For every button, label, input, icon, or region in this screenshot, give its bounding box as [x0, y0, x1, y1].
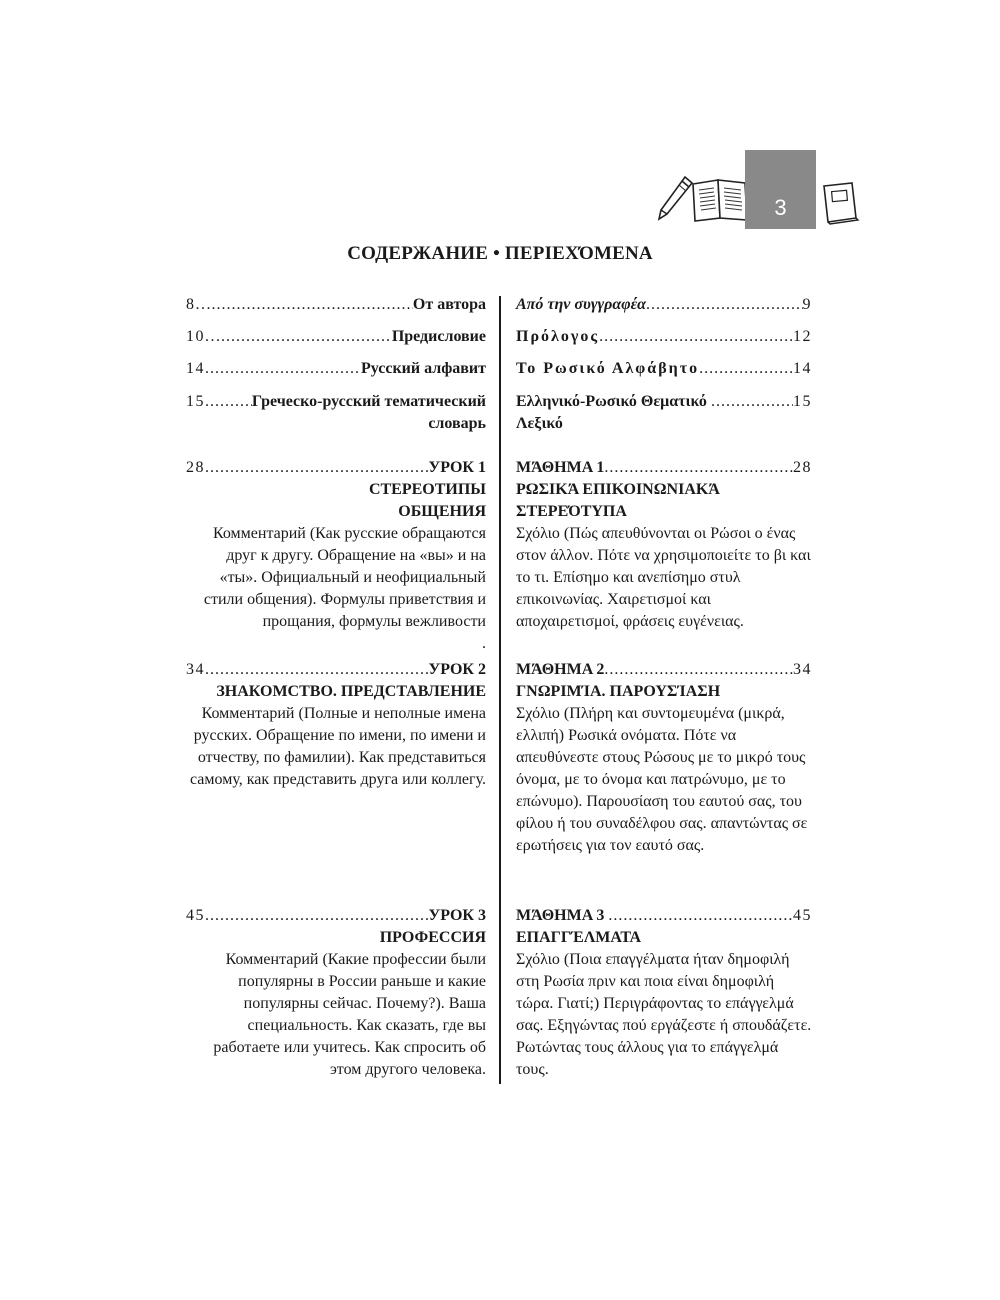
- lesson-label: ΜΆΘΗΜΑ 2: [516, 661, 605, 678]
- toc-entry[interactable]: [186, 358, 486, 380]
- toc-entry-lesson-1[interactable]: [186, 457, 486, 655]
- toc-page-number: 10..: [186, 328, 216, 345]
- closed-book-icon: [820, 180, 862, 226]
- lesson-label: ΜΆΘΗΜΑ 3: [516, 907, 609, 924]
- page-number-badge: [745, 150, 816, 229]
- toc-entry[interactable]: [516, 294, 812, 316]
- toc-entry-label: Греческо-русский тематический: [251, 393, 486, 410]
- toc-entry-label: Русский алфавит: [360, 360, 486, 377]
- toc-entry-label: Το Ρωσικό Αλφάβητο: [516, 360, 700, 377]
- lesson-label: ΜΆΘΗΜΑ 1: [516, 459, 605, 476]
- lesson-description: Σχόλιο (Πώς απευθύνονται οι Ρώσοι ο ένας στον άλλον. Πότε να χρησιμοποιείτε το βι και το τι. Επίσημο και ανεπίσημο στυλ επικοινωνίας. Χαιρετισμοί και αποχαιρετισμοί, φράσεις ευγένειας.: [516, 525, 811, 630]
- lesson-title: ЗНАКОМСТВО. ПРЕДСТАВЛЕНИЕ: [216, 683, 486, 700]
- toc-entry-label: От автора: [412, 296, 486, 313]
- open-book-icon: [690, 178, 750, 224]
- toc-page-number: 45: [793, 907, 812, 924]
- toc-entry-lesson-3[interactable]: [516, 905, 812, 1081]
- lesson-description: Σχόλιο (Ποια επαγγέλματα ήταν δημοφιλή στη Ρωσία πριν και ποια είναι δημοφιλή τώρα. Γιατί;) Περιγράφοντας το επάγγελμά σας. Εξηγώντας πού εργάζεστε ή σπουδάζετε. Ρωτώντας τους άλλους για το επάγγελμά τους.: [516, 951, 812, 1078]
- lesson-title-cont: ОБЩЕНИЯ: [398, 503, 486, 520]
- toc-page-number: 28: [186, 459, 205, 476]
- column-divider: [499, 296, 501, 1084]
- toc-page-number: 8..: [186, 296, 207, 313]
- toc-page-number: 34: [186, 661, 205, 678]
- lesson-label: УРОК 1: [428, 459, 486, 476]
- lesson-description: Комментарий (Какие профессии были популярны в России раньше и какие популярны сейчас. Почему?). Ваша специальность. Как сказать, где вы работаете или учитесь. Как спросить об этом другого человека.: [213, 951, 486, 1078]
- lesson-description: Σχόλιο (Πλήρη και συντομευμένα (μικρά, ελλιπή) Ρωσικά ονόματα. Πότε να απευθύνεστε στους Ρώσους με το μικρό τους όνομα, με το όνομα και πατρώνυμο, με το επώνυμο). Παρουσίαση του εαυτού σας, του φίλου ή του συναδέλφου σας. απαντώντας σε ερωτήσεις για τον εαυτό σας.: [516, 705, 808, 854]
- toc-entry[interactable]: [186, 294, 486, 316]
- toc-page-number: 15: [186, 393, 205, 410]
- toc-entry[interactable]: [516, 326, 812, 348]
- toc-page-number: 34: [793, 661, 812, 678]
- page-title: СОДЕРЖАНИЕ • ΠΕΡΙΕΧΌΜΕΝΑ: [347, 243, 653, 264]
- toc-entry-lesson-3[interactable]: [186, 905, 486, 1081]
- lesson-title-cont: ΣΤΕΡΕΌΤΥΠΑ: [516, 503, 627, 520]
- toc-page-number: 14: [186, 360, 205, 377]
- lesson-title: ΕΠΑΓΓΈΛΜΑΤΑ: [516, 929, 642, 946]
- toc-entry-lesson-2[interactable]: [186, 659, 486, 791]
- toc-entry-label-cont: Λεξικό: [516, 415, 563, 432]
- toc-entry-label: Από την συγγραφέα: [516, 296, 647, 313]
- toc-entry[interactable]: [186, 391, 486, 435]
- lesson-description-trail: .: [482, 635, 486, 652]
- lesson-description: Комментарий (Как русские обращаются друг к другу. Обращение на «вы» и на «ты». Официальный и неофициальный стили общения). Формулы приветствия и прощания, формулы вежливости: [203, 525, 486, 630]
- toc-page-number: 12: [793, 328, 812, 345]
- toc-entry-lesson-1[interactable]: [516, 457, 812, 633]
- toc-entry[interactable]: [186, 326, 486, 348]
- lesson-title: ΡΩΣΙΚΆ ΕΠΙΚΟΙΝΩΝΙΑΚΆ: [516, 481, 720, 498]
- toc-entry-label-cont: словарь: [428, 415, 486, 432]
- toc-entry[interactable]: [516, 391, 812, 435]
- toc-entry-lesson-2[interactable]: [516, 659, 812, 857]
- lesson-title: СТЕРЕОТИПЫ: [368, 481, 486, 498]
- lesson-label: УРОК 2: [428, 661, 486, 678]
- page-number: 3: [774, 195, 787, 220]
- lesson-description: Комментарий (Полные и неполные имена русских. Обращение по имени, по имени и отчеству, по фамилии). Как представиться самому, как представить друга или коллегу.: [189, 705, 486, 788]
- toc-page-number: 28: [793, 459, 812, 476]
- lesson-title: ΓΝΩΡΙΜΊΑ. ΠΑΡΟΥΣΊΑΣΗ: [516, 683, 721, 700]
- toc-entry-label: Ελληνικό-Ρωσικό Θεματικό: [516, 393, 711, 410]
- toc-page-number: 15: [793, 393, 812, 410]
- toc-page-number: 9: [802, 296, 812, 313]
- toc-entry[interactable]: [516, 358, 812, 380]
- toc-entry-label: Πρόλογος: [516, 328, 600, 345]
- toc-entry-label: Предисловие: [391, 328, 486, 345]
- pen-icon: [655, 174, 695, 222]
- toc-page-number: 14: [793, 360, 812, 377]
- lesson-label: УРОК 3: [428, 907, 486, 924]
- toc-page-number: 45: [186, 907, 205, 924]
- lesson-title: ПРОФЕССИЯ: [379, 929, 486, 946]
